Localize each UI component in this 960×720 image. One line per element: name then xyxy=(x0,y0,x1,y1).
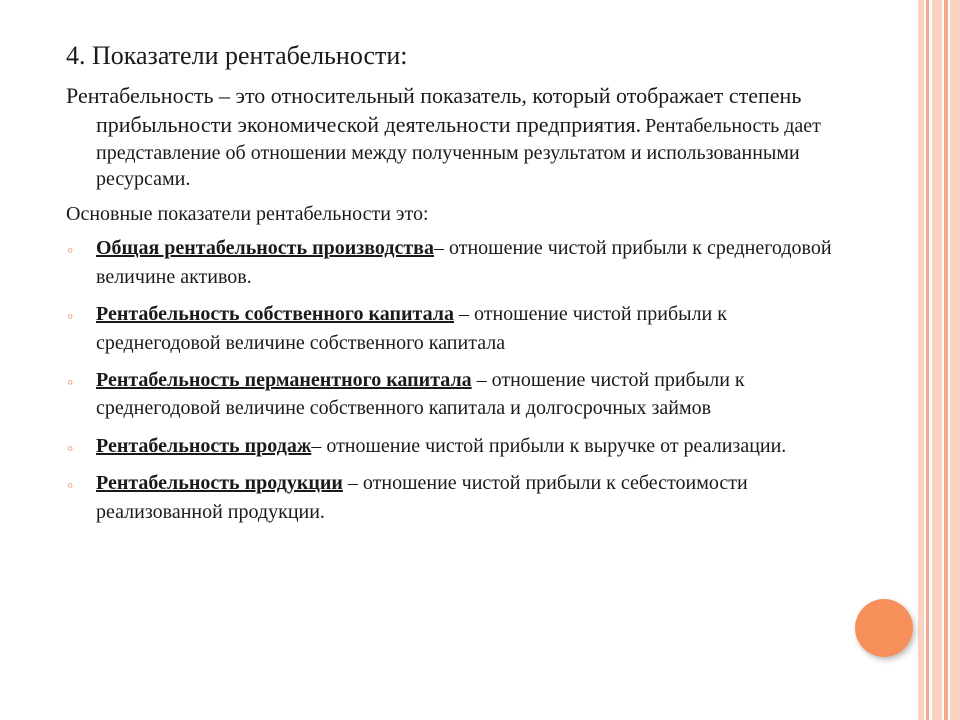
definition-rest: Рентабельность дает представление об отношении между полученным результатом и использованными ресурсами. xyxy=(96,115,821,190)
indicator-list xyxy=(66,234,836,526)
slide-content xyxy=(66,40,836,535)
list-item xyxy=(66,366,836,423)
indicator-term: Общая рентабельность производства xyxy=(96,237,434,260)
orange-circle-icon xyxy=(855,599,913,657)
open-circle-bullet-icon: ◦ xyxy=(67,240,74,261)
list-item xyxy=(66,234,836,291)
indicator-term: Рентабельность перманентного капитала xyxy=(96,368,472,391)
definition-lead: Рентабельность – это относительный показатель, который отображает степень прибыльности экономической деятельности предприятия. xyxy=(66,83,802,138)
indicator-term: Рентабельность собственного капитала xyxy=(96,303,454,326)
indicator-description: – отношение чистой прибыли к среднегодовой величине собственного капитала xyxy=(96,303,727,354)
slide-title: 4. Показатели рентабельности: xyxy=(66,41,408,70)
indicator-description: – отношение чистой прибыли к выручке от реализации. xyxy=(311,434,787,457)
open-circle-bullet-icon: ◦ xyxy=(67,437,74,458)
open-circle-bullet-icon: ◦ xyxy=(67,306,74,327)
right-stripe-decoration xyxy=(918,0,960,720)
list-item xyxy=(66,300,836,357)
open-circle-bullet-icon: ◦ xyxy=(67,475,74,496)
indicators-intro: Основные показатели рентабельности это: xyxy=(66,203,429,226)
list-item xyxy=(66,469,836,526)
indicator-description: – отношение чистой прибыли к среднегодовой величине активов. xyxy=(96,237,832,288)
indicator-description: – отношение чистой прибыли к себестоимости реализованной продукции. xyxy=(96,472,748,523)
definition-paragraph xyxy=(66,81,836,192)
indicator-description: – отношение чистой прибыли к среднегодовой величине собственного капитала и долгосрочных займов xyxy=(96,368,745,420)
indicator-term: Рентабельность продаж xyxy=(96,434,312,457)
list-item xyxy=(66,432,836,460)
indicator-term: Рентабельность продукции xyxy=(96,472,343,495)
open-circle-bullet-icon: ◦ xyxy=(67,371,74,392)
